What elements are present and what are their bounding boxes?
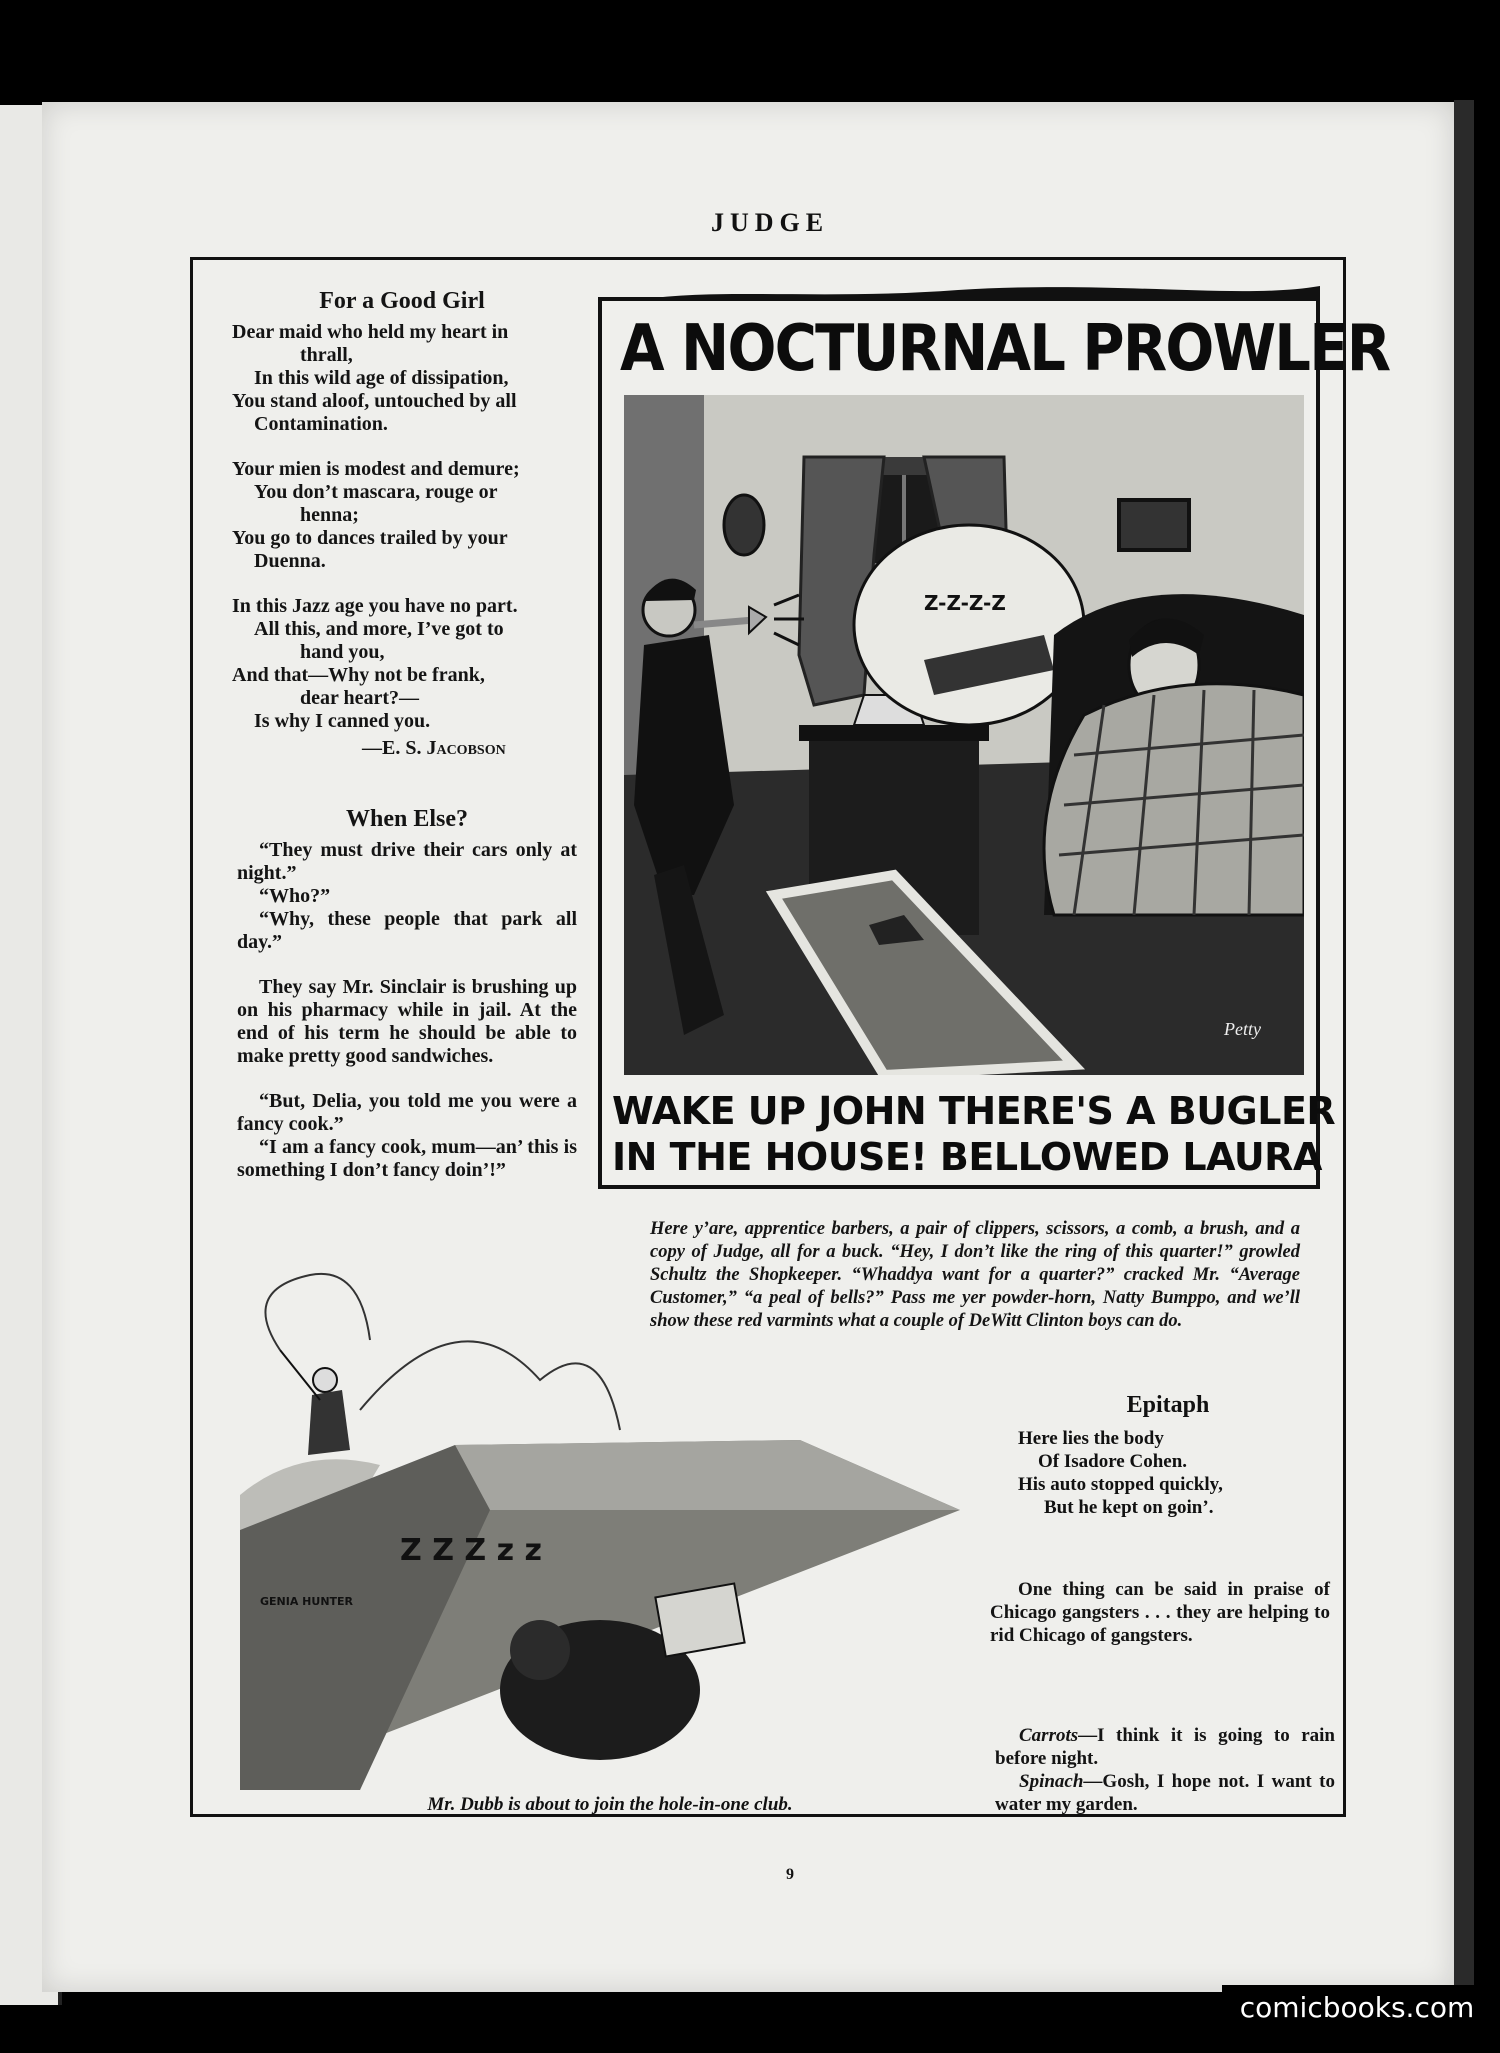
poem-line: You go to dances trailed by your: [232, 527, 508, 549]
poem-line: In this Jazz age you have no part.: [232, 595, 518, 617]
page-number: 9: [786, 1866, 794, 1883]
vegetable-dialogue: [995, 1724, 1335, 1816]
poem-line: All this, and more, I’ve got to: [254, 618, 504, 640]
dream-snore-text: Z-Z-Z-Z: [924, 591, 1006, 615]
golf-cartoon-illustration: [240, 1270, 960, 1790]
golf-caption: Mr. Dubb is about to join the hole-in-one club.: [427, 1794, 793, 1815]
caption-line: WAKE UP JOHN THERE'S A BUGLER: [612, 1089, 1336, 1133]
poem-line: henna;: [300, 504, 359, 526]
joke-paragraph: “But, Delia, you told me you were a fancy cook.”: [237, 1090, 577, 1135]
poem-line: Dear maid who held my heart in: [232, 321, 509, 343]
joke-paragraph: “I am a fancy cook, mum—an’ this is something I don’t fancy doin’!”: [237, 1136, 577, 1181]
poem-stanza: [232, 595, 572, 733]
epitaph-line: His auto stopped quickly,: [1018, 1474, 1223, 1495]
section-title: When Else?: [345, 806, 468, 832]
epitaph-section: [1018, 1392, 1318, 1519]
poem-author: —E. S. Jacobson: [362, 737, 506, 759]
poem-line: thrall,: [300, 344, 353, 366]
running-head: JUDGE: [710, 208, 830, 237]
epitaph-line: But he kept on goin’.: [1044, 1497, 1214, 1518]
cartoon-title: A NOCTURNAL PROWLER: [620, 312, 1390, 386]
poem-line: Is why I canned you.: [254, 710, 431, 732]
site-watermark: comicbooks.com: [1222, 1985, 1492, 2031]
page-edge-shadow: [1454, 100, 1474, 1995]
gangsters-joke: [990, 1578, 1330, 1647]
cartoon-caption: [612, 1088, 1336, 1180]
joke-paragraph: “Who?”: [259, 885, 331, 907]
poem-title: For a Good Girl: [319, 288, 485, 314]
joke-paragraph: “They must drive their cars only at night.”: [237, 839, 577, 884]
when-else-section: [237, 808, 577, 1182]
poem-line: Your mien is modest and demure;: [232, 458, 520, 480]
golf-snore-text: Z Z Z z z: [400, 1533, 542, 1568]
joke-paragraph: They say Mr. Sinclair is brushing up on his pharmacy while in jail. At the end of his term he should be able to make pretty good sandwiches.: [237, 976, 577, 1067]
poem-stanza: [232, 321, 572, 436]
epitaph-line: Of Isadore Cohen.: [1038, 1451, 1188, 1472]
poem-line: hand you,: [300, 641, 385, 663]
dialogue-line: Carrots—I think it is going to rain before night.: [995, 1725, 1335, 1769]
section-title: Epitaph: [1126, 1392, 1210, 1418]
dialogue-line: Spinach—Gosh, I hope not. I want to water my garden.: [995, 1771, 1335, 1815]
epitaph-line: Here lies the body: [1018, 1428, 1164, 1449]
poem-line: Duenna.: [254, 550, 326, 572]
poem-line: In this wild age of dissipation,: [254, 367, 509, 389]
poem-line: You don’t mascara, rouge or: [254, 481, 498, 503]
poem-line: And that—Why not be frank,: [232, 664, 485, 686]
poem-line: Contamination.: [254, 413, 388, 435]
poem-line: You stand aloof, untouched by all: [232, 390, 517, 412]
poem-line: dear heart?—: [300, 687, 420, 709]
cartoon-signature: Petty: [1224, 1019, 1261, 1039]
joke-paragraph: One thing can be said in praise of Chicago gangsters . . . they are helping to rid Chicago of gangsters.: [990, 1579, 1330, 1646]
caption-line: IN THE HOUSE! BELLOWED LAURA: [612, 1135, 1322, 1179]
poem-stanza: [232, 458, 572, 573]
barber-ad-paragraph: Here y’are, apprentice barbers, a pair of clippers, scissors, a comb, a brush, and a copy of Judge, all for a buck. “Hey, I don’t like the ring of this quarter!” growled Schultz the Shopkeeper. “Whaddya want for a quarter?” cracked Mr. “Average Customer,” “a peal of bells?” Pass me yer powder-horn, Natty Bumppo, and we’ll show these red varmints what a couple of DeWitt Clinton boys can do.: [650, 1219, 1300, 1331]
golf-signature: GENIA HUNTER: [260, 1595, 354, 1608]
joke-paragraph: “Why, these people that park all day.”: [237, 908, 577, 953]
bedroom-scene-illustration: [624, 395, 1304, 1075]
poem-for-a-good-girl: [232, 290, 572, 760]
